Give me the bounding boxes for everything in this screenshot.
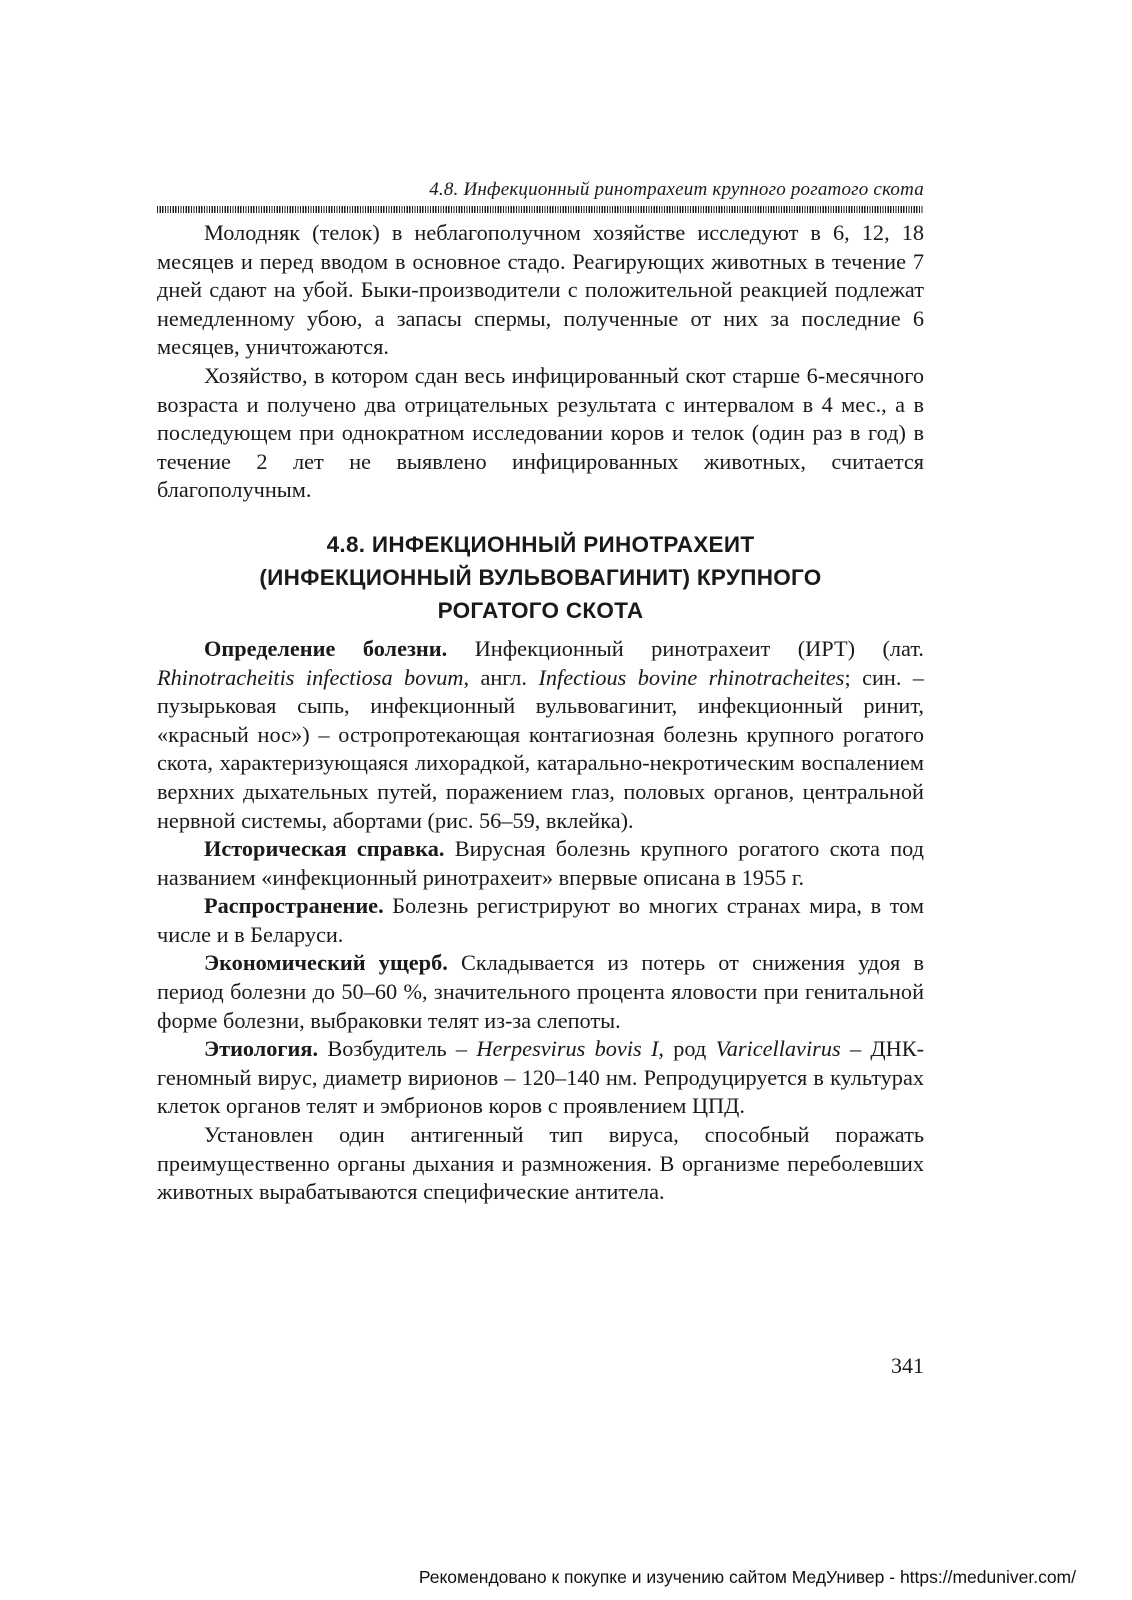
virus-name: Herpesvirus bovis I [476,1036,659,1062]
paragraph-distribution: Распространение. Болезнь регистрируют во многих странах мира, в том числе и в Беларуси. [157,893,924,947]
term-history: Историческая справка. [204,836,445,862]
paragraph-young-stock: Молодняк (телок) в неблагополучном хозяйстве исследуют в 6, 12, 18 месяцев и перед вводом в основное стадо. Реагирующих животных в течение 7 дней сдают на убой. Быки-производители с положительной реакцией подлежат немедленному убою, а запасы спермы, полученные от них за последние 6 месяцев, уничтожаются. [157,220,924,360]
page-number: 341 [891,1353,924,1378]
section-heading-line: РОГАТОГО СКОТА [437,597,644,623]
body-text [157,219,924,1207]
english-name: Infectious bovine rhinotracheites [538,664,845,690]
term-distribution: Распространение. [204,893,384,919]
paragraph-economic: Экономический ущерб. Складывается из потерь от снижения удоя в период болезни до 50–60 %, значительного процента яловости при генитальной форме болезни, выбраковки телят из-за слепоты. [157,950,924,1033]
footer-link[interactable]: Рекомендовано к покупке и изучению сайтом МедУнивер - https://meduniver.com/ [418,1567,1076,1587]
running-head: 4.8. Инфекционный ринотрахеит крупного рогатого скота [429,179,924,200]
page-content [157,178,925,1378]
genus-name: Varicellavirus [715,1036,841,1062]
paragraph-etiology: Этиология. Возбудитель – Herpesvirus bovis I, род Varicellavirus – ДНК-геномный вирус, диаметр вирионов – 120–140 нм. Репродуцируется в культурах клеток органов телят и эмбрионов коров с проявлением ЦПД. [157,1036,924,1119]
section-heading [157,528,924,627]
section-heading-line: (ИНФЕКЦИОННЫЙ ВУЛЬВОВАГИНИТ) КРУПНОГО [259,564,822,590]
paragraph-farm-status: Хозяйство, в котором сдан весь инфицированный скот старше 6-месячного возраста и получено два отрицательных результата с интервалом в 4 мес., а в последующем при однократном исследовании коров и телок (один раз в год) в течение 2 лет не выявлено инфицированных животных, считается благополучным. [157,362,924,503]
section-heading-line: 4.8. ИНФЕКЦИОННЫЙ РИНОТРАХЕИТ [326,531,755,557]
header-rule [157,206,924,213]
paragraph-history: Историческая справка. Вирусная болезнь крупного рогатого скота под названием «инфекционный ринотрахеит» впервые описана в 1955 г. [157,836,925,890]
term-economic: Экономический ущерб. [204,950,448,976]
term-etiology: Этиология. [204,1036,319,1062]
paragraph-antigen: Установлен один антигенный тип вируса, способный поражать преимущественно органы дыхания и размножения. В организме переболевших животных вырабатываются специфические антитела. [157,1122,924,1205]
term-definition: Определение болезни. [204,635,448,661]
latin-name: Rhinotracheitis infectiosa bovum [157,664,464,690]
paragraph-definition: Определение болезни. Инфекционный ринотрахеит (ИРТ) (лат. Rhinotracheitis infectiosa bovum, англ. Infectious bovine rhinotracheites; син. – пузырьковая сыпь, инфекционный вульвовагинит, инфекционный ринит, «красный нос») – остропротекающая контагиозная болезнь крупного рогатого скота, характеризующаяся лихорадкой, катарально-некротическим воспалением верхних дыхательных путей, поражением глаз, половых органов, центральной нервной системы, абортами (рис. 56–59, вклейка). [157,635,925,833]
